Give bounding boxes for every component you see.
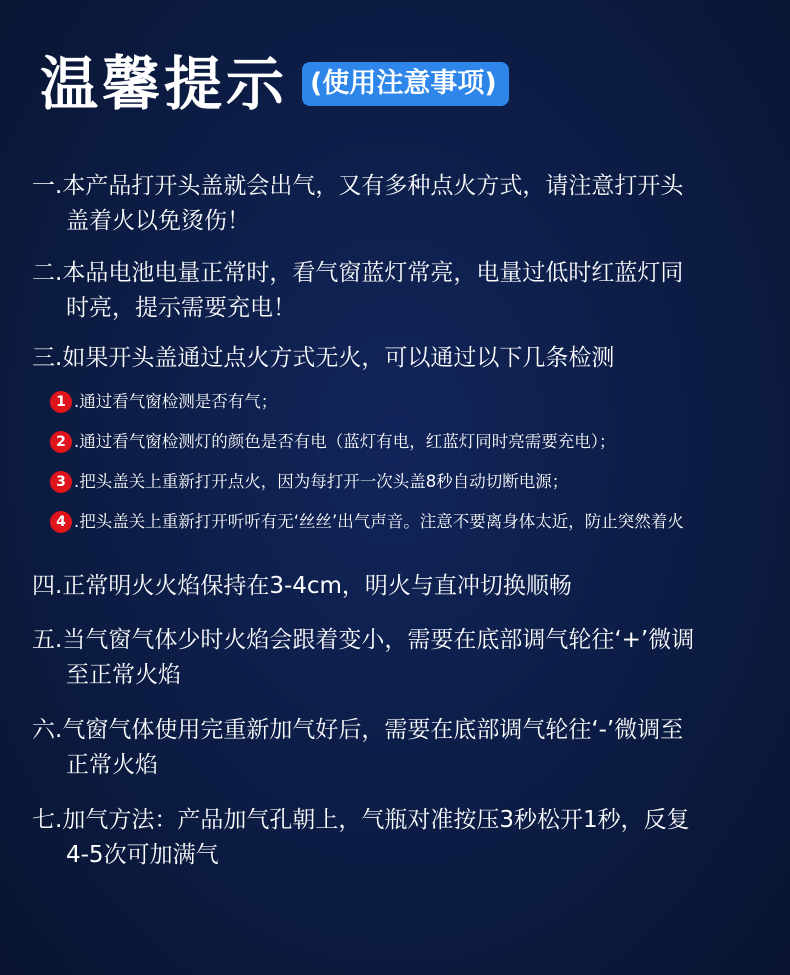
item-number: 五. bbox=[32, 627, 63, 653]
item-number: 七. bbox=[32, 807, 63, 833]
item-text: 气窗气体使用完重新加气好后，需要在底部调气轮往‘-’微调至 bbox=[62, 717, 684, 743]
item-text: 如果开头盖通过点火方式无火，可以通过以下几条检测 bbox=[62, 345, 615, 371]
check-item-1 bbox=[50, 390, 277, 414]
check-text: .把头盖关上重新打开听听有无‘丝丝’出气声音。注意不要离身体太近，防止突然着火 bbox=[74, 512, 684, 531]
item-text: 正常明火火焰保持在3-4cm，明火与直冲切换顺畅 bbox=[62, 573, 572, 599]
number-badge: 1 bbox=[50, 391, 72, 413]
item-number: 三. bbox=[32, 345, 63, 371]
usage-notes-tag: (使用注意事项) bbox=[302, 62, 509, 106]
item-text: 加气方法：产品加气孔朝上，气瓶对准按压3秒松开1秒，反复 bbox=[62, 807, 690, 833]
item-number: 四. bbox=[32, 573, 63, 599]
notice-item-7 bbox=[32, 803, 772, 873]
page-title: 温馨提示 bbox=[40, 50, 289, 118]
check-item-4 bbox=[50, 510, 684, 534]
notice-item-6 bbox=[32, 713, 772, 783]
notice-item-2 bbox=[32, 256, 772, 326]
check-item-3 bbox=[50, 470, 568, 494]
item-text-continued: 4-5次可加满气 bbox=[66, 842, 219, 868]
item-text-continued: 正常火焰 bbox=[66, 752, 158, 778]
header bbox=[40, 50, 509, 118]
notice-item-4 bbox=[32, 569, 772, 604]
number-badge: 2 bbox=[50, 431, 72, 453]
item-number: 一. bbox=[32, 173, 63, 199]
check-text: .通过看气窗检测灯的颜色是否有电（蓝灯有电，红蓝灯同时亮需要充电）； bbox=[74, 432, 616, 451]
number-badge: 3 bbox=[50, 471, 72, 493]
check-item-2 bbox=[50, 430, 616, 454]
notice-item-3 bbox=[32, 341, 772, 376]
item-number: 六. bbox=[32, 717, 63, 743]
notice-item-5 bbox=[32, 623, 772, 693]
item-text: 本品电池电量正常时，看气窗蓝灯常亮，电量过低时红蓝灯同 bbox=[62, 260, 684, 286]
notice-item-1 bbox=[32, 169, 772, 239]
item-text-continued: 盖着火以免烫伤！ bbox=[66, 208, 250, 234]
check-text: .把头盖关上重新打开点火，因为每打开一次头盖8秒自动切断电源； bbox=[74, 472, 569, 491]
item-text: 本产品打开头盖就会出气，又有多种点火方式，请注意打开头 bbox=[62, 173, 684, 199]
check-text: .通过看气窗检测是否有气； bbox=[74, 392, 278, 411]
item-text: 当气窗气体少时火焰会跟着变小，需要在底部调气轮往‘+’微调 bbox=[62, 627, 695, 653]
number-badge: 4 bbox=[50, 511, 72, 533]
item-number: 二. bbox=[32, 260, 63, 286]
item-text-continued: 时亮，提示需要充电！ bbox=[66, 295, 296, 321]
item-text-continued: 至正常火焰 bbox=[66, 662, 181, 688]
